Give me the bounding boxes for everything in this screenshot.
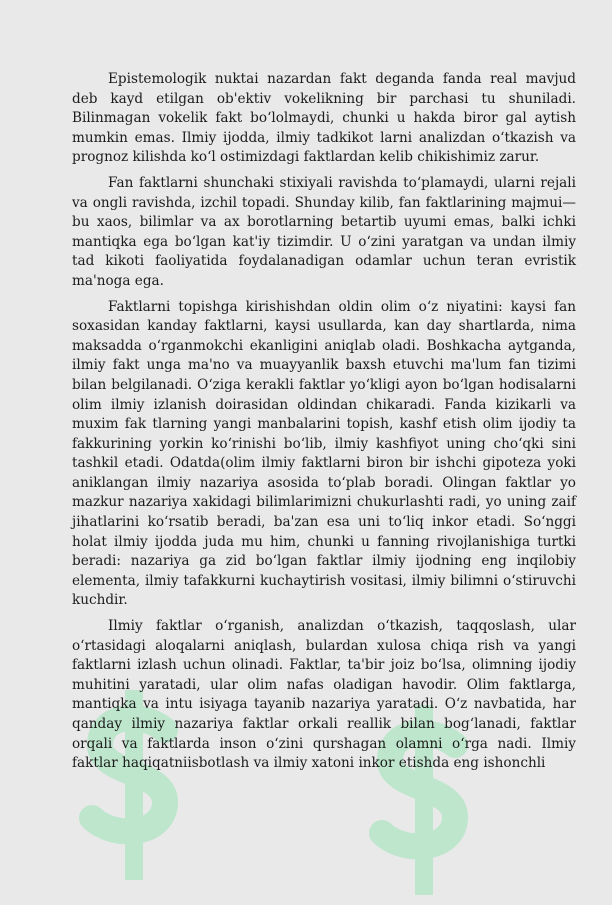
paragraph: Epistemologik nuktai nazardan fakt deganda fanda real mavjud deb kayd etilgan ob'ektiv vokelikning bir parchasi tu shuniladi. Bilinmagan vokelik fakt boʻlolmaydi, chunki u hakda biror gal aytish mumkin emas. Ilmiy ijodda, ilmiy tadkikot larni analizdan oʻtkazish va prognoz kilishda koʻl ostimizdagi faktlardan kelib chikishimiz zarur. (72, 71, 576, 166)
paragraph: Faktlarni topishga kirishishdan oldin olim oʻz niyatini: kaysi fan soxasidan kanday faktlarni, kaysi usullarda, kan day shartlarda, nima maksadda oʻrganmokchi ekanligini aniqlab oladi. Boshkacha aytganda, ilmiy fakt unga ma'no va muayyanlik baxsh etuvchi ma'lum fan tizimi bilan belgilanadi. Oʻziga kerakli faktlar yoʻkligi ayon boʻlgan hodisalarni olim ilmiy izlanish doirasidan oldindan chikaradi. Fanda kizikarli va muxim fak tlarning yangi manbalarini topish, kashf etish olim ijodiy ta fakkurining yorkin koʻrinishi boʻlib, ilmiy kashfiyot uning choʻqki sini tashkil etadi. Odatda(olim ilmiy faktlarni biron bir ishchi gipoteza yoki aniklangan ilmiy nazariya asosida toʻplab boradi. Olingan faktlar yo mazkur nazariya xakidagi bilimlarimizni chukurlashti radi, yo uning zaif jihatlarini koʻrsatib beradi, ba'zan esa uni toʻliq inkor etadi. Soʻnggi holat ilmiy ijodda juda mu him, chunki u fanning rivojlanishiga turtki beradi: nazariya ga zid boʻlgan faktlar ilmiy ijodning eng inqilobiy elementa, ilmiy tafakkurni kuchaytirish vositasi, ilmiy bilimni oʻstiruvchi kuchdir. (72, 298, 576, 609)
paragraph: Fan faktlarni shunchaki stixiyali ravishda toʻplamaydi, ularni rejali va ongli ravishda, izchil topadi. Shunday kilib, fan faktlarining majmui— bu xaos, bilimlar va ax borotlarning betartib uyumi emas, balki ichki mantiqka ega boʻlgan kat'iy tizimdir. U oʻzini yaratgan va undan ilmiy tad kikoti faoliyatida foydalanadigan odamlar uchun teran evristik ma'noga ega. (72, 174, 576, 289)
paragraph: Ilmiy faktlar oʻrganish, analizdan oʻtkazish, taqqoslash, ular oʻrtasidagi aloqalarni aniqlash, bulardan xulosa chiqa rish va yangi faktlarni izlash uchun olinadi. Faktlar, ta'bir joiz boʻlsa, olimning ijodiy muhitini yaratadi, ular olim nafas oladigan havodir. Olim faktlarga, mantiqka va intu isiyaga tayanib nazariya yaratadi. Oʻz navbatida, har qanday ilmiy nazariya faktlar orkali reallik bilan bogʻlanadi, faktlar orqali va faktlarda inson oʻzini qurshagan olamni oʻrga nadi. Ilmiy faktlar haqiqatniisbotlash va ilmiy xatoni inkor etishda eng ishonchli (72, 618, 576, 772)
document-body (72, 70, 576, 780)
